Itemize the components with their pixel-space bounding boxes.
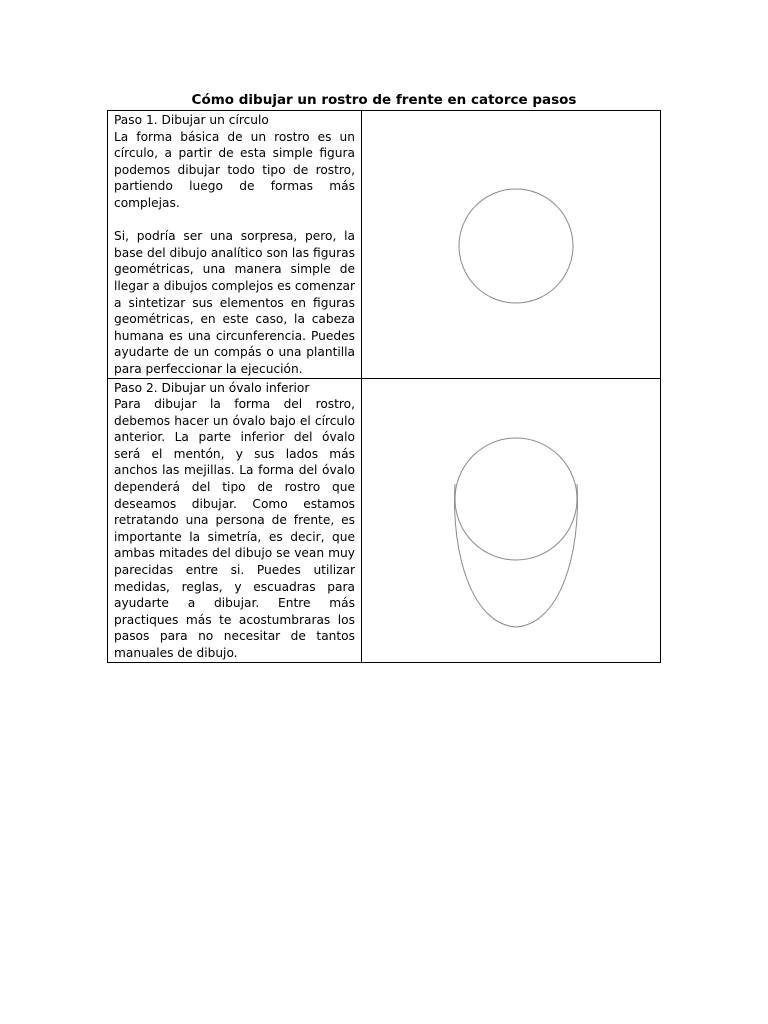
document-title: Cómo dibujar un rostro de frente en catorce pasos: [191, 92, 577, 108]
head-circle: [455, 438, 577, 560]
head-circle: [459, 189, 573, 303]
steps-table: [107, 110, 661, 663]
step-illustration-cell: [362, 378, 661, 662]
step-title: Paso 2. Dibujar un óvalo inferior: [114, 380, 310, 395]
circle-sketch-icon: [362, 111, 662, 373]
step-row: [108, 111, 661, 379]
step-paragraph: Para dibujar la forma del rostro, debemos hacer un óvalo bajo el círculo anterior. La parte inferior del óvalo será el mentón, y sus lados más anchos las mejillas. La forma del óvalo dependerá del tipo de rostro que deseamos dibujar. Como estamos retratando una persona de frente, es importante la simetría, es decir, que ambas mitades del dibujo se vean muy parecidas entre si. Puedes utilizar medidas, reglas, y escuadras para ayudarte a dibujar. Entre más practiques más te acostumbraras los pasos para no necesitar de tantos manuales de dibujo.: [114, 397, 355, 660]
circle-with-oval-sketch-icon: [362, 379, 662, 658]
step-illustration-cell: [362, 111, 661, 379]
step-text-cell: [108, 378, 362, 662]
step-text-cell: [108, 111, 362, 379]
step-title: Paso 1. Dibujar un círculo: [114, 113, 269, 127]
step-row: [108, 378, 661, 662]
step-paragraph: Si, podría ser una sorpresa, pero, la base del dibujo analítico son las figuras geométricas, una manera simple de llegar a dibujos complejos es comenzar a sintetizar sus elementos en figuras geométricas, en este caso, la cabeza humana es una circunferencia. Puedes ayudarte de un compás o una plantilla para perfeccionar la ejecución.: [114, 229, 355, 376]
face-oval: [455, 484, 578, 627]
step-paragraph: La forma básica de un rostro es un círculo, a partir de esta simple figura podemos dibujar todo tipo de rostro, partiendo luego de formas más complejas.: [114, 129, 355, 210]
